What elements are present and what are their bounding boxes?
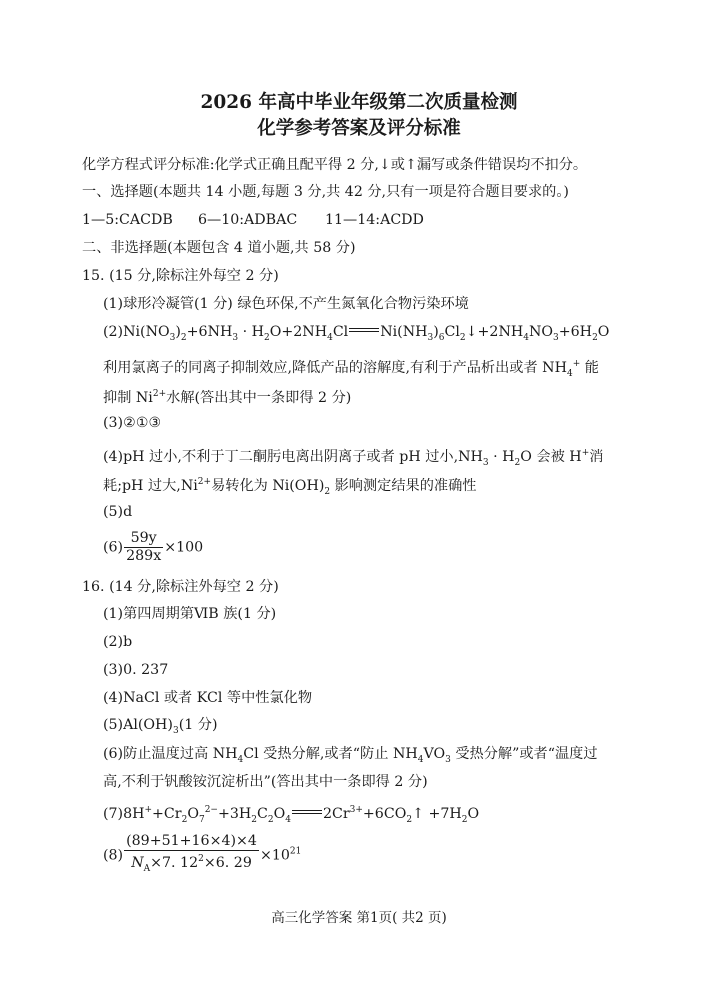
section-2-heading: 二、非选择题(本题包含 4 道小题,共 58 分)	[82, 240, 356, 256]
q15-heading: 15. (15 分,除标注外每空 2 分)	[82, 268, 279, 284]
q16-3-answer: (3)0. 237	[103, 662, 169, 678]
q15-1-answer: (1)球形冷凝管(1 分) 绿色环保,不产生氮氧化合物污染环境	[103, 296, 469, 312]
q15-4-answer-line2: 耗;pH 过大$,Ni^{2+}$易转化为 $Ni(OH)_2$ 影响测定结果的准确性	[103, 477, 477, 497]
q15-4-answer-line1: (4)pH 过小,不利于丁二酮肟电离出阴离子或者 pH 过小$,NH_3 \cdot H_2O$ 会被 H+消	[103, 448, 604, 468]
q16-1-answer: (1)第四周期第ⅥB 族(1 分)	[103, 606, 277, 622]
scoring-rule: 化学方程式评分标准:化学式正确且配平得 2 分,↓或↑漏写或条件错误均不扣分。	[82, 157, 588, 173]
double-line-equals	[349, 328, 379, 332]
q16-heading: 16. (14 分,除标注外每空 2 分)	[82, 579, 279, 595]
q15-2-explanation-line2: 抑制 $Ni^{2+}$水解(答出其中一条即得 2 分)	[103, 389, 352, 406]
fraction: $\frac{(89+51+16\times 4)\times 4}{N_A\times 7. 12^2\times 6. 29}$	[126, 833, 257, 874]
document-title: 2026 年高中毕业年级第二次质量检测	[200, 92, 518, 113]
q16-4-answer: (4)NaCl 或者 KCl 等中性氯化物	[103, 690, 313, 706]
q15-2-explanation-line1: 利用氯离子的同离子抑制效应,降低产品的溶解度,有利于产品析出或者 $NH_4^+$ 能	[103, 359, 599, 379]
section-1-heading: 一、选择题(本题共 14 小题,每题 3 分,共 42 分,只有一项是符合题目要求的。)	[82, 184, 569, 200]
document-subtitle: 化学参考答案及评分标准	[257, 118, 461, 139]
q16-6-answer-line2: 高,不利于钒酸铵沉淀析出”(答出其中一条即得 2 分)	[103, 774, 428, 790]
q16-7-equation: $(7)8H^++Cr_2O_7^{2-}+3H_2C_2O_4$ $2Cr^{3+}+6CO_2↑ +7H_2O$	[103, 805, 480, 825]
mc-answers-11-14: 11—14:ACDD	[325, 212, 424, 228]
q16-2-answer: (2)b	[103, 634, 133, 650]
page-footer: 高三化学答案 第1页( 共2 页)	[271, 910, 447, 926]
fraction: $\frac{59y}{289x}$	[126, 530, 162, 564]
mc-answers-6-10: 6—10:ADBAC	[198, 212, 298, 228]
q16-5-answer: $(5)Al(OH)_3(1$ 分)	[103, 717, 218, 736]
q15-2-equation: $(2)Ni(NO_3)_2+6NH_3 \cdot H_2O+2NH_4Cl$ $Ni(NH_3)_6Cl_2↓+2NH_4NO_3+6H_2O$	[103, 324, 610, 343]
q15-6-answer: (6) $\frac{59y}{289x}$ ×100	[103, 530, 204, 564]
q16-8-answer: (8) $\frac{(89+51+16\times 4)\times 4}{N_A\times 7. 12^2\times 6. 29}$ $\times 10^{21}$	[103, 833, 301, 878]
q15-3-answer: (3)②①③	[103, 415, 162, 431]
mc-answers-1-5: 1—5:CACDB	[82, 212, 173, 228]
double-line-equals	[292, 810, 322, 814]
q15-5-answer: (5)d	[103, 504, 133, 520]
q16-6-answer-line1: (6)防止温度过高 $NH_4Cl$ 受热分解,或者“防止 $NH_4VO_3$ 受热分解”或者“温度过	[103, 746, 598, 765]
